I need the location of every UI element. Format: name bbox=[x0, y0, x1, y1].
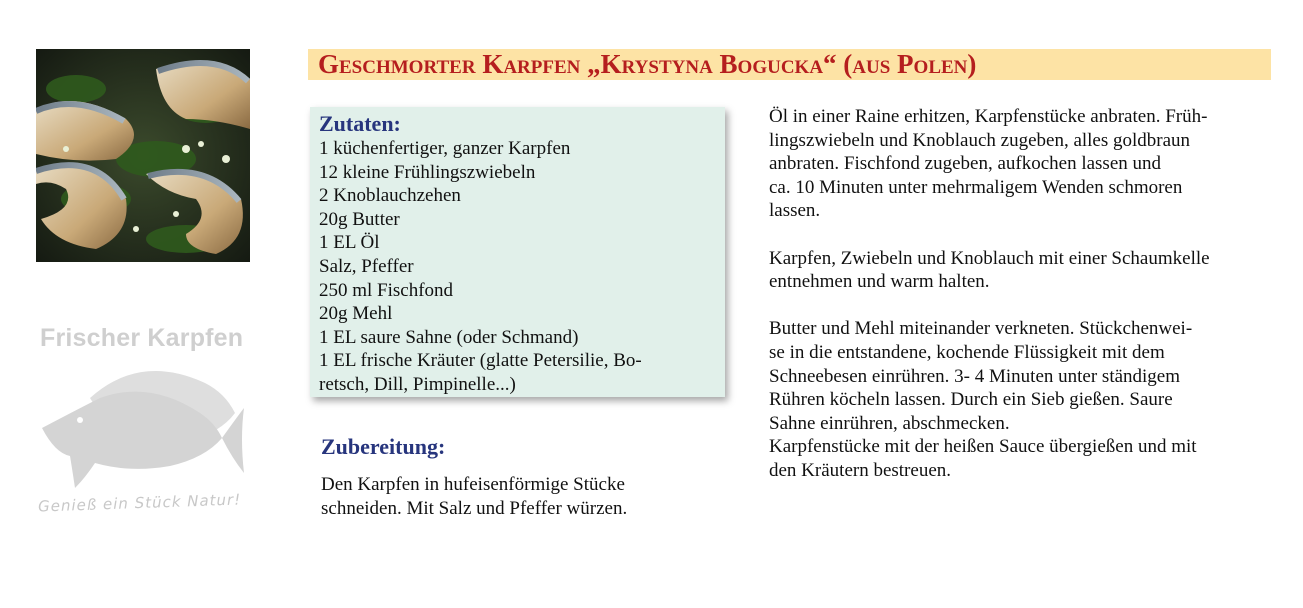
text-line: den Kräutern bestreuen. bbox=[769, 459, 952, 481]
preparation-intro bbox=[321, 473, 681, 520]
carp-silhouette-icon bbox=[40, 358, 244, 492]
text-line: Schneebesen einrühren. 3- 4 Minuten unter ständigem bbox=[769, 365, 1181, 387]
text-line: Rühren köcheln lassen. Durch ein Sieb gießen. Saure bbox=[769, 389, 1173, 411]
preparation-steps bbox=[769, 105, 1274, 483]
text-line: se in die entstandene, kochende Flüssigkeit mit dem bbox=[769, 341, 1165, 363]
text-line: Karpfen, Zwiebeln und Knoblauch mit einer Schaumkelle bbox=[769, 247, 1210, 269]
step-paragraph-2 bbox=[769, 247, 1274, 294]
ingredient-item: 20g Mehl bbox=[319, 303, 393, 325]
preparation-heading: Zubereitung: bbox=[321, 434, 446, 459]
ingredients-list bbox=[319, 137, 725, 397]
text-line: Karpfenstücke mit der heißen Sauce übergießen und mit bbox=[769, 436, 1197, 458]
ingredients-heading: Zutaten: bbox=[319, 111, 401, 136]
ingredient-item: retsch, Dill, Pimpinelle...) bbox=[319, 373, 516, 395]
step-paragraph-3 bbox=[769, 317, 1274, 435]
ingredient-item: Salz, Pfeffer bbox=[319, 255, 414, 277]
text-line: Butter und Mehl miteinander verkneten. Stückchenwei- bbox=[769, 318, 1193, 340]
title-bar bbox=[308, 49, 1271, 80]
dish-photo bbox=[36, 49, 250, 262]
text-line: ca. 10 Minuten unter mehrmaligem Wenden schmoren bbox=[769, 176, 1183, 198]
text-line: schneiden. Mit Salz und Pfeffer würzen. bbox=[321, 497, 628, 519]
text-line: Sahne einrühren, abschmecken. bbox=[769, 412, 1010, 434]
logo-title: Frischer Karpfen bbox=[40, 324, 244, 352]
step-paragraph-4 bbox=[769, 435, 1274, 482]
text-line: Den Karpfen in hufeisenförmige Stücke bbox=[321, 474, 625, 495]
ingredient-item: 1 küchenfertiger, ganzer Karpfen bbox=[319, 138, 571, 159]
ingredient-item: 2 Knoblauchzehen bbox=[319, 185, 461, 207]
ingredient-item: 250 ml Fischfond bbox=[319, 279, 454, 301]
braised-carp-image bbox=[36, 49, 250, 262]
step-paragraph-1 bbox=[769, 105, 1274, 223]
text-line: lassen. bbox=[769, 200, 821, 222]
ingredient-item: 1 EL saure Sahne (oder Schmand) bbox=[319, 326, 579, 348]
text-line: entnehmen und warm halten. bbox=[769, 271, 990, 293]
ingredient-item: 12 kleine Frühlingszwiebeln bbox=[319, 161, 536, 183]
brand-logo bbox=[36, 322, 256, 522]
ingredient-item: 1 EL Öl bbox=[319, 232, 380, 254]
text-line: lingszwiebeln und Knoblauch zugeben, alles goldbraun bbox=[769, 129, 1191, 151]
text-line: anbraten. Fischfond zugeben, aufkochen lassen und bbox=[769, 153, 1162, 175]
ingredient-item: 1 EL frische Kräuter (glatte Petersilie, Bo- bbox=[319, 350, 642, 372]
ingredient-item: 20g Butter bbox=[319, 208, 400, 230]
logo-slogan: Genieß ein Stück Natur! bbox=[37, 490, 242, 516]
recipe-title: Geschmorter Karpfen „Krystyna Bogucka“ (aus Polen) bbox=[318, 49, 977, 79]
text-line: Öl in einer Raine erhitzen, Karpfenstücke anbraten. Früh- bbox=[769, 106, 1208, 127]
ingredients-box bbox=[310, 107, 725, 397]
